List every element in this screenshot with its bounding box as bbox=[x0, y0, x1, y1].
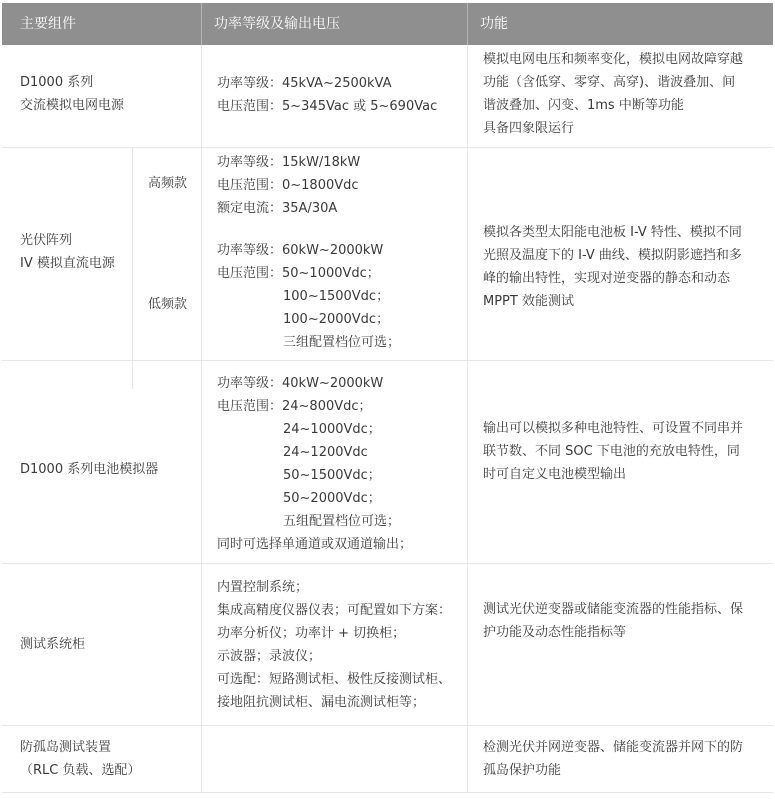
spec-line: 接地阻抗测试柜、漏电流测试柜等； bbox=[217, 695, 426, 710]
table-row-island-name bbox=[20, 736, 141, 782]
function-line: 护功能及动态性能指标等 bbox=[483, 625, 627, 640]
function-line: 联节数、不同 SOC 下电池的充放电特性，同 bbox=[483, 444, 740, 459]
spec-line: 集成高精度仪器仪表；可配置如下方案： bbox=[217, 603, 452, 618]
function-line: 功能（含低穿、零穿、高穿)、谐波叠加、间 bbox=[483, 75, 736, 90]
table-row-pv-low-specs bbox=[217, 239, 400, 354]
spec-line: 24~1000Vdc； bbox=[283, 422, 381, 437]
column-divider bbox=[467, 45, 468, 793]
function-line: 时可自定义电池模型输出 bbox=[483, 467, 627, 482]
row-divider bbox=[2, 563, 773, 564]
row-divider bbox=[2, 725, 773, 726]
spec-table bbox=[2, 3, 773, 793]
name-line: IV 模拟直流电源 bbox=[20, 256, 115, 271]
row-divider bbox=[2, 147, 773, 148]
row-divider bbox=[2, 360, 773, 361]
spec-line: 功率分析仪；功率计 + 切换柜； bbox=[217, 626, 406, 641]
table-row-pv-high-specs bbox=[217, 151, 360, 220]
table-row-pv-name bbox=[20, 229, 115, 275]
subrow-divider bbox=[132, 147, 133, 389]
table-row-cabinet-function bbox=[483, 598, 743, 644]
table-row-island-function bbox=[483, 736, 743, 782]
spec-line: 50~2000Vdc； bbox=[283, 491, 381, 506]
spec-line: 五组配置档位可选； bbox=[283, 514, 401, 529]
header-function: 功能 bbox=[480, 16, 508, 32]
function-line: 具备四象限运行 bbox=[483, 121, 575, 136]
name-line: D1000 系列电池模拟器 bbox=[20, 462, 159, 477]
table-row-cabinet-specs bbox=[217, 576, 451, 714]
function-line: 测试光伏逆变器或储能变流器的性能指标、保 bbox=[483, 602, 744, 617]
function-line: 检测光伏并网逆变器、储能变流器并网下的防 bbox=[483, 740, 744, 755]
spec-line: 额定电流：35A/30A bbox=[217, 201, 338, 216]
name-line: 测试系统柜 bbox=[20, 637, 86, 652]
header-divider bbox=[467, 3, 468, 45]
name-line: 防孤岛测试装置 bbox=[20, 740, 112, 755]
spec-line: 可选配：短路测试柜、极性反接测试柜、 bbox=[217, 672, 452, 687]
table-row-cabinet-name bbox=[20, 633, 85, 656]
name-line: 光伏阵列 bbox=[20, 233, 73, 248]
table-row-grid-name bbox=[20, 71, 124, 117]
function-line: MPPT 效能测试 bbox=[483, 294, 574, 309]
function-line: 模拟各类型太阳能电池板 I-V 特性、模拟不同 bbox=[483, 225, 742, 240]
table-row-grid-function bbox=[483, 48, 743, 140]
header-divider bbox=[201, 3, 202, 45]
function-line: 孤岛保护功能 bbox=[483, 763, 562, 778]
spec-line: 同时可选择单通道或双通道输出； bbox=[217, 537, 413, 552]
spec-line: 示波器；录波仪； bbox=[217, 649, 322, 664]
pv-low-frequency-label: 低频款 bbox=[148, 297, 188, 312]
spec-line: 24~1200Vdc bbox=[283, 445, 368, 460]
table-header bbox=[2, 3, 773, 45]
spec-line: 100~1500Vdc； bbox=[283, 289, 390, 304]
spec-line: 100~2000Vdc； bbox=[283, 312, 390, 327]
spec-line: 电压范围：50~1000Vdc； bbox=[217, 266, 380, 281]
spec-line: 功率等级：40kW~2000kW bbox=[217, 376, 384, 391]
function-line: 模拟电网电压和频率变化，模拟电网故障穿越 bbox=[483, 52, 744, 67]
spec-line: 功率等级：45kVA~2500kVA bbox=[217, 76, 392, 91]
table-row-battery-name bbox=[20, 458, 158, 481]
spec-line: 三组配置档位可选； bbox=[283, 335, 401, 350]
function-line: 输出可以模拟多种电池特性、可设置不同串并 bbox=[483, 421, 744, 436]
name-line: 交流模拟电网电源 bbox=[20, 98, 125, 113]
function-line: 谐波叠加、闪变、1ms 中断等功能 bbox=[483, 98, 684, 113]
function-line: 峰的输出特性，实现对逆变器的静态和动态 bbox=[483, 271, 731, 286]
table-row-battery-specs bbox=[217, 372, 412, 556]
spec-line: 电压范围：24~800Vdc； bbox=[217, 399, 372, 414]
row-divider bbox=[2, 792, 773, 793]
pv-high-frequency-label: 高频款 bbox=[148, 176, 188, 191]
name-line: （RLC 负载、选配） bbox=[20, 763, 141, 778]
table-row-battery-function bbox=[483, 417, 743, 486]
spec-line: 电压范围：5~345Vac 或 5~690Vac bbox=[217, 99, 438, 114]
spec-line: 功率等级：15kW/18kW bbox=[217, 155, 361, 170]
header-component: 主要组件 bbox=[20, 16, 76, 32]
spec-line: 电压范围：0~1800Vdc bbox=[217, 178, 359, 193]
spec-line: 内置控制系统； bbox=[217, 580, 309, 595]
function-line: 光照及温度下的 I-V 曲线、模拟阴影遮挡和多 bbox=[483, 248, 742, 263]
header-power-voltage: 功率等级及输出电压 bbox=[214, 16, 340, 32]
table-row-pv-function bbox=[483, 221, 742, 313]
column-divider bbox=[201, 45, 202, 793]
spec-line: 50~1500Vdc； bbox=[283, 468, 381, 483]
spec-line: 功率等级：60kW~2000kW bbox=[217, 243, 384, 258]
name-line: D1000 系列 bbox=[20, 75, 94, 90]
table-row-grid-specs bbox=[217, 72, 437, 118]
